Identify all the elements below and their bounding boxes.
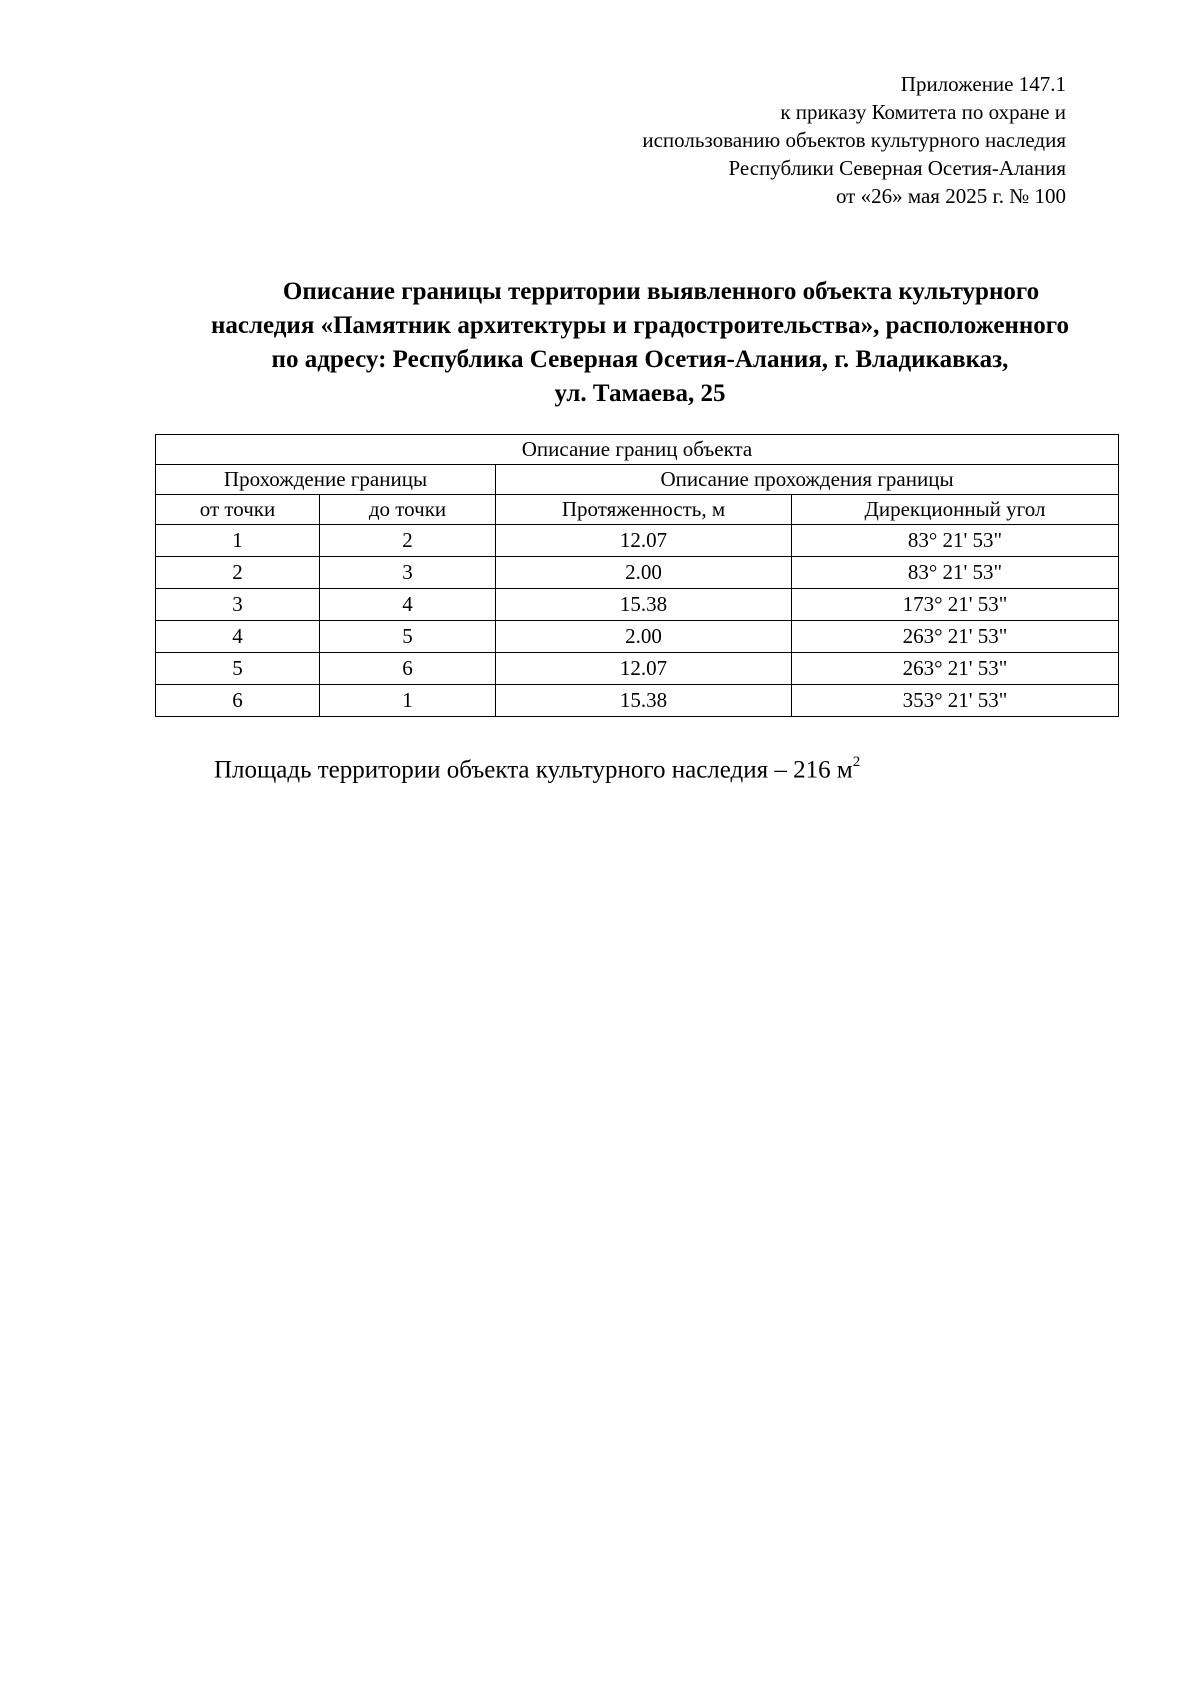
table-cell: 2 — [320, 525, 496, 557]
table-cell: 83° 21' 53" — [792, 525, 1119, 557]
table-row — [156, 589, 1119, 621]
table-cell: 15.38 — [496, 685, 792, 717]
table-cell: 3 — [156, 589, 320, 621]
table-cell: 12.07 — [496, 653, 792, 685]
appendix-header — [366, 70, 1066, 210]
table-row — [156, 557, 1119, 589]
column-header: до точки — [320, 495, 496, 525]
column-header: Протяженность, м — [496, 495, 792, 525]
table-cell: 3 — [320, 557, 496, 589]
table-row — [156, 685, 1119, 717]
column-header: Дирекционный угол — [792, 495, 1119, 525]
table-cell: 12.07 — [496, 525, 792, 557]
table-cell: 6 — [156, 685, 320, 717]
column-header: от точки — [156, 495, 320, 525]
table-cell: 1 — [320, 685, 496, 717]
table-cell: 263° 21' 53" — [792, 621, 1119, 653]
area-text: Площадь территории объекта культурного наследия – 216 м — [214, 756, 853, 784]
title-line: Описание границы территории выявленного объекта культурного — [282, 278, 1040, 305]
table-caption: Описание границ объекта — [156, 435, 1119, 465]
table-column-header-row — [156, 495, 1119, 525]
table-cell: 2.00 — [496, 557, 792, 589]
table-cell: 353° 21' 53" — [792, 685, 1119, 717]
appendix-line: от «26» мая 2025 г. № 100 — [835, 184, 1066, 208]
title-line: наследия «Памятник архитектуры и градостроительства», расположенного — [210, 312, 1070, 339]
table-group-header-row — [156, 465, 1119, 495]
table-row — [156, 621, 1119, 653]
table-cell: 1 — [156, 525, 320, 557]
boundary-table — [155, 434, 1119, 717]
table-cell: 83° 21' 53" — [792, 557, 1119, 589]
table-cell: 6 — [320, 653, 496, 685]
appendix-line: использованию объектов культурного наследия — [642, 128, 1066, 152]
title-line: по адресу: Республика Северная Осетия-Алания, г. Владикавказ, — [271, 346, 1009, 373]
table-cell: 5 — [156, 653, 320, 685]
table-cell: 5 — [320, 621, 496, 653]
appendix-line: Республики Северная Осетия-Алания — [728, 156, 1066, 180]
document-title — [150, 275, 1130, 411]
table-cell: 4 — [320, 589, 496, 621]
group-header-passage: Прохождение границы — [156, 465, 496, 495]
table-cell: 2 — [156, 557, 320, 589]
table-cell: 15.38 — [496, 589, 792, 621]
title-line: ул. Тамаева, 25 — [554, 380, 726, 407]
table-cell: 173° 21' 53" — [792, 589, 1119, 621]
table-cell: 2.00 — [496, 621, 792, 653]
table-row — [156, 653, 1119, 685]
area-statement — [214, 748, 860, 786]
area-unit-superscript: 2 — [852, 754, 861, 770]
table-cell: 4 — [156, 621, 320, 653]
table-row — [156, 525, 1119, 557]
table-caption-row — [156, 435, 1119, 465]
group-header-description: Описание прохождения границы — [496, 465, 1119, 495]
appendix-line: к приказу Комитета по охране и — [780, 100, 1066, 124]
table-cell: 263° 21' 53" — [792, 653, 1119, 685]
appendix-line: Приложение 147.1 — [900, 72, 1066, 96]
